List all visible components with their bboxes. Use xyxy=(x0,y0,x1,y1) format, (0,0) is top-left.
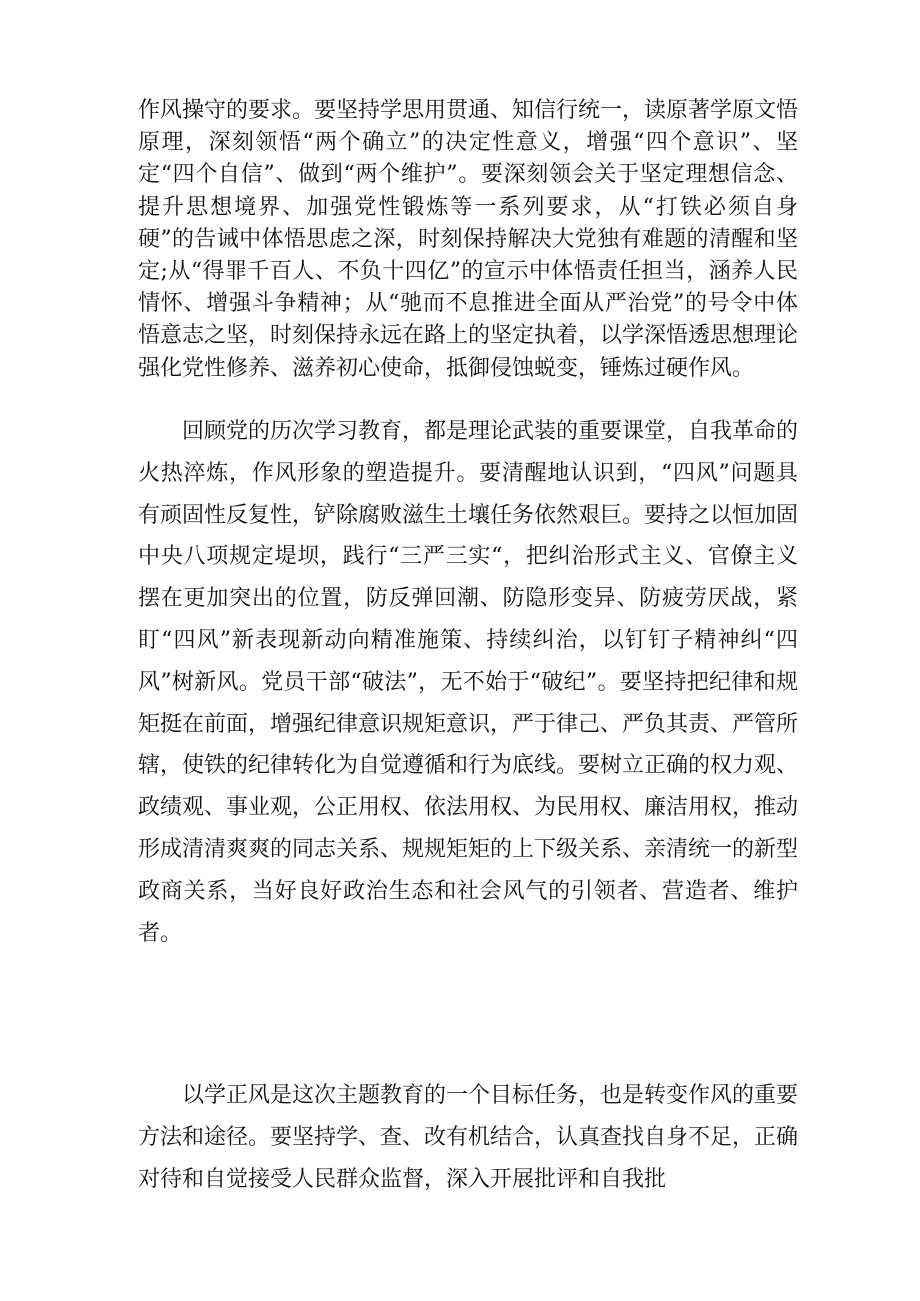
paragraph-3: 以学正风是这次主题教育的一个目标任务，也是转变作风的重要方法和途径。要坚持学、查、改有机结合，认真查找自身不足，正确对待和自觉接受人民群众监督，深入开展批评和自我批 xyxy=(138,1083,799,1192)
paragraph-2: 回顾党的历次学习教育，都是理论武装的重要课堂，自我革命的火热淬炼，作风形象的塑造提升。要清醒地认识到，“四风”问题具有顽固性反复性，铲除腐败滋生土壤任务依然艰巨。要持之以恒加固中央八项规定堤坝，践行“三严三实“，把纠治形式主义、官僚主义摆在更加突出的位置，防反弹回潮、防隐形变异、防疲劳厌战，紧盯“四风”新表现新动向精准施策、持续纠治，以钉钉子精神纠“四风”树新风。党员干部“破法”，无不始于“破纪”。要坚持把纪律和规矩挺在前面，增强纪律意识规矩意识，严于律己、严负其责、严管所辖，使铁的纪律转化为自觉遵循和行为底线。要树立正确的权力观、政绩观、事业观，公正用权、依法用权、为民用权、廉洁用权，推动形成清清爽爽的同志关系、规规矩矩的上下级关系、亲清统一的新型政商关系，当好良好政治生态和社会风气的引领者、营造者、维护者。 xyxy=(138,419,799,946)
paragraph-1: 作风操守的要求。要坚持学思用贯通、知信行统一，读原著学原文悟原理，深刻领悟“两个确立”的决定性意义，增强“四个意识”、坚定“四个自信”、做到“两个维护”。要深刻领会关于坚定理想信念、提升思想境界、加强党性锻炼等一系列要求，从“打铁必须自身硬”的告诫中体悟思虑之深，时刻保持解决大党独有难题的清醒和坚定;从“得罪千百人、不负十四亿”的宣示中体悟责任担当，涵养人民情怀、增强斗争精神；从“驰而不息推进全面从严治党”的号令中体悟意志之坚，时刻保持永远在路上的坚定执着，以学深悟透思想理论强化党性修养、滋养初心使命，抵御侵蚀蜕变，锤炼过硬作风。 xyxy=(138,98,799,381)
